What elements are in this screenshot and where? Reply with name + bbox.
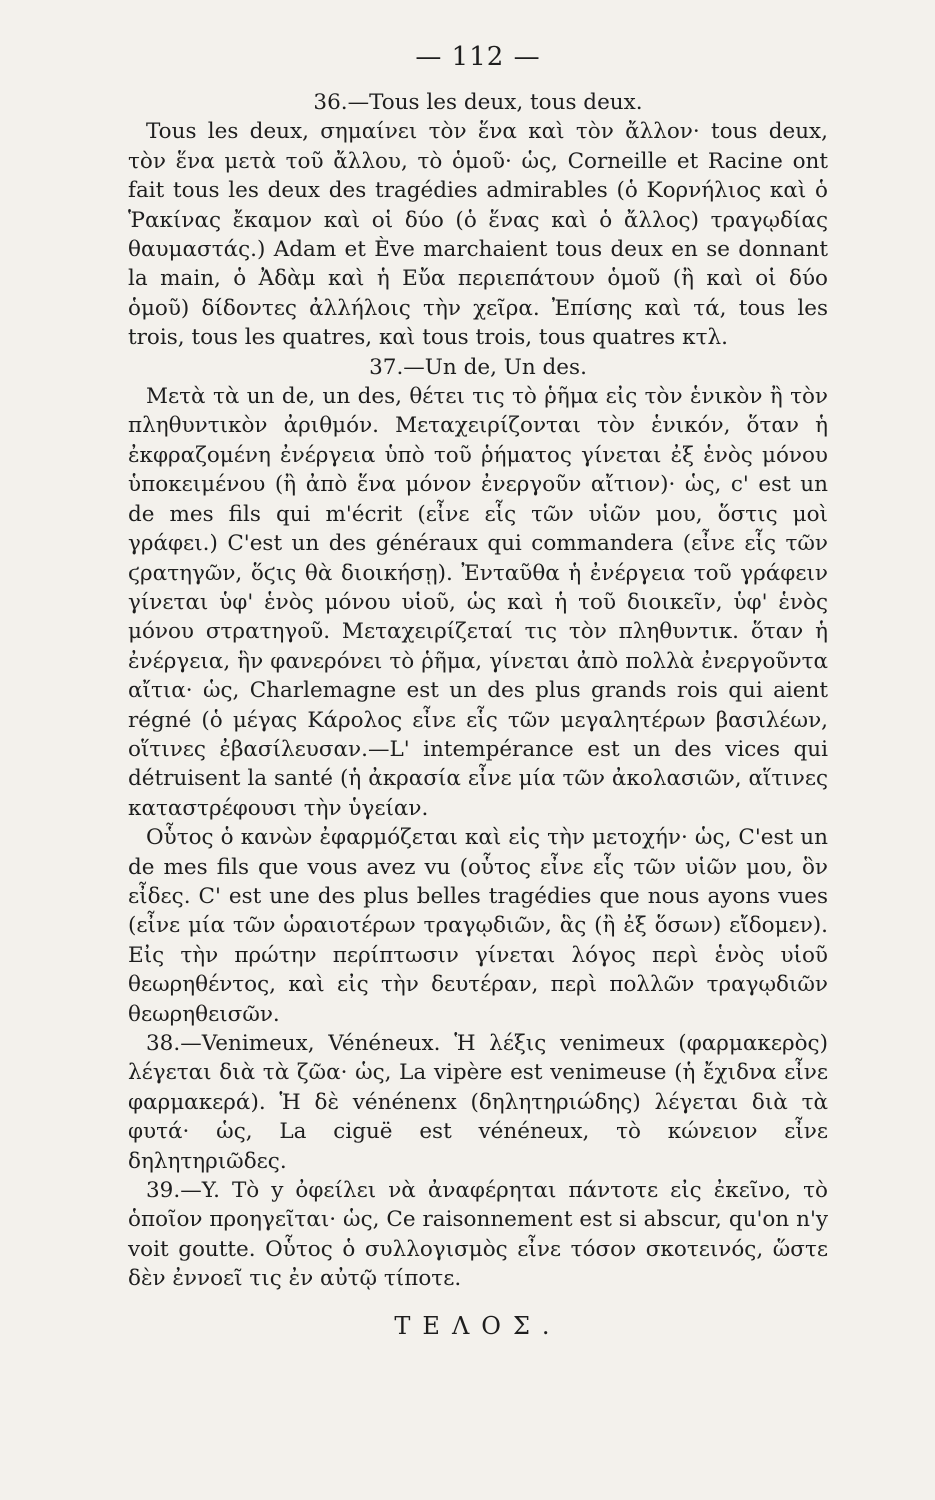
paragraph-section-38: 38.—Venimeux, Vénéneux. Ἡ λέξις venimeux (φαρμακερὸς) λέγεται διὰ τὰ ζῶα· ὡς, La vipère est venimeuse (ἡ ἔχιδνα εἶνε φαρμακερά). Ἡ δὲ vénénenx (δηλητηριώδης) λέγεται διὰ τὰ φυτά· ὡς, La ciguë est vénéneux, τὸ κώνειον εἶνε δηλητηριῶδες. bbox=[128, 1031, 828, 1174]
section-heading-36: 36.—Tous les deux, tous deux. bbox=[313, 90, 643, 115]
paragraph-section-39: 39.—Y. Τὸ y ὀφείλει νὰ ἀναφέρηται πάντοτε εἰς ἐκεῖνο, τὸ ὁποῖον προηγεῖται· ὡς, Ce raisonnement est si abscur, qu'on n'y voit goutte. Οὗτος ὁ συλλογισμὸς εἶνε τόσον σκοτεινός, ὥστε δὲν ἐννοεῖ τις ἐν αὐτῷ τίποτε. bbox=[128, 1178, 828, 1292]
section-heading-37: 37.—Un de, Un des. bbox=[369, 354, 587, 380]
book-page bbox=[128, 40, 828, 1340]
page-number: — 112 — bbox=[415, 42, 541, 72]
end-mark: ΤΕΛΟΣ. bbox=[394, 1311, 562, 1340]
paragraph: Μετὰ τὰ un de, un des, θέτει τις τὸ ῥῆμα εἰς τὸν ἑνικὸν ἢ τὸν πληθυντικὸν ἀριθμόν. Μεταχειρίζονται τὸν ἑνικόν, ὅταν ἡ ἐκφραζομένη ἐνέργεια ὑπὸ τοῦ ῥήματος γίνεται ἐξ ἑνὸς μόνου ὑποκειμένου (ἢ ἀπὸ ἕνα μόνον ἐνεργοῦν αἴτιον)· ὡς, c' est un de mes fils qui m'écrit (εἶνε εἷς τῶν υἱῶν μου, ὅστις μοὶ γράφει.) C'est un des généraux qui commandera (εἶνε εἷς τῶν ϛρατηγῶν, ὅϛις θὰ διοικήσῃ). Ἐνταῦθα ἡ ἐνέργεια τοῦ γράφειν γίνεται ὑφ' ἑνὸς μόνου υἱοῦ, ὡς καὶ ἡ τοῦ διοικεῖν, ὑφ' ἑνὸς μόνου στρατηγοῦ. Μεταχειρίζεταί τις τὸν πληθυντικ. ὅταν ἡ ἐνέργεια, ἣν φανερόνει τὸ ῥῆμα, γίνεται ἀπὸ πολλὰ ἐνεργοῦντα αἴτια· ὡς, Charlemagne est un des plus grands rois qui aient régné (ὁ μέγας Κάρολος εἶνε εἷς τῶν μεγαλητέρων βασιλέων, οἵτινες ἐβασίλευσαν.—L' intempérance est un des vices qui détruisent la santé (ἡ ἀκρασία εἶνε μία τῶν ἀκολασιῶν, αἵτινες καταστρέφουσι τὴν ὑγείαν. bbox=[128, 384, 828, 821]
body-text bbox=[128, 88, 828, 1294]
paragraph: Tous les deux, σημαίνει τὸν ἕνα καὶ τὸν ἄλλον· tous deux, τὸν ἕνα μετὰ τοῦ ἄλλου, τὸ ὁμοῦ· ὡς, Corneille et Racine ont fait tous les deux des tragédies admirables (ὁ Κορνήλιος καὶ ὁ Ῥακίνας ἔκαμον καὶ οἱ δύο (ὁ ἕνας καὶ ὁ ἄλλος) τραγῳδίας θαυμαστάς.) Adam et Ève marchaient tous deux en se donnant la main, ὁ Ἀδὰμ καὶ ἡ Εὔα περιεπάτουν ὁμοῦ (ἢ καὶ οἱ δύο ὁμοῦ) δίδοντες ἀλλήλοις τὴν χεῖρα. Ἐπίσης καὶ τά, tous les trois, tous les quatres, καὶ tous trois, tous quatres κτλ. bbox=[128, 119, 828, 351]
paragraph: Οὗτος ὁ κανὼν ἐφαρμόζεται καὶ εἰς τὴν μετοχήν· ὡς, C'est un de mes fils que vous avez vu (οὗτος εἶνε εἷς τῶν υἱῶν μου, ὃν εἶδες. C' est une des plus belles tragédies que nous ayons vues (εἶνε μία τῶν ὡραιοτέρων τραγῳδιῶν, ἃς (ἢ ἐξ ὅσων) εἴδομεν). Εἰς τὴν πρώτην περίπτωσιν γίνεται λόγος περὶ ἑνὸς υἱοῦ θεωρηθέντος, καὶ εἰς τὴν δευτέραν, περὶ πολλῶν τραγῳδιῶν θεωρηθεισῶν. bbox=[128, 825, 828, 1027]
